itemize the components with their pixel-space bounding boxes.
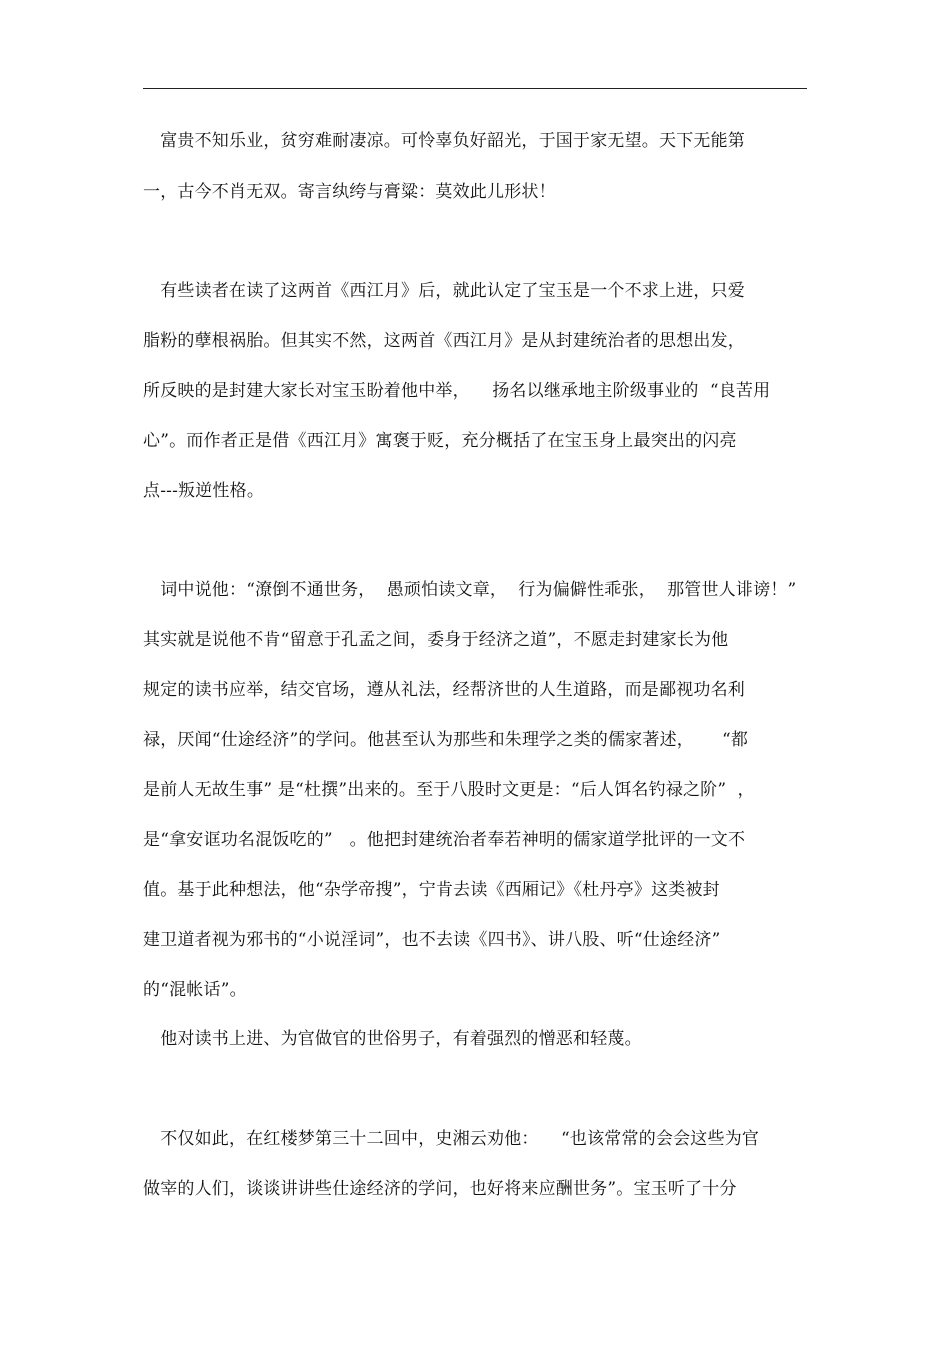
text-line: 规定的读书应举，结交官场，遵从礼法，经帮济世的人生道路，而是鄙视功名利 bbox=[143, 680, 745, 700]
text-line: 是前人无故生事” 是“杜撰”出来的。至于八股时文更是：“后人饵名钓禄之阶” ， bbox=[143, 780, 755, 800]
text-line: 禄，厌闻“仕途经济”的学问。他甚至认为那些和朱理学之类的儒家著述， “都 bbox=[143, 730, 749, 750]
text-line: 不仅如此，在红楼梦第三十二回中，史湘云劝他： “也该常常的会会这些为官 bbox=[143, 1129, 760, 1149]
text-line: 他对读书上进、为官做官的世俗男子，有着强烈的憎恶和轻蔑。 bbox=[143, 1029, 642, 1049]
text-line: 富贵不知乐业，贫穷难耐凄凉。可怜辜负好韶光，于国于家无望。天下无能第 bbox=[143, 131, 745, 151]
text-line: 做宰的人们，谈谈讲讲些仕途经济的学问，也好将来应酬世务”。宝玉听了十分 bbox=[143, 1179, 737, 1199]
text-line: 所反映的是封建大家长对宝玉盼着他中举， 扬名以继承地主阶级事业的 “良苦用 bbox=[143, 381, 771, 401]
text-line: 一，古今不肖无双。寄言纨绔与膏粱：莫效此儿形状！ bbox=[143, 182, 556, 202]
text-line: 心”。而作者正是借《西江月》寓褒于贬，充分概括了在宝玉身上最突出的闪亮 bbox=[143, 431, 737, 451]
text-line: 有些读者在读了这两首《西江月》后，就此认定了宝玉是一个不求上进，只爱 bbox=[143, 281, 745, 301]
text-line: 是“拿安诓功名混饭吃的” 。他把封建统治者奉若神明的儒家道学批评的一文不 bbox=[143, 830, 746, 850]
text-line: 其实就是说他不肯“留意于孔孟之间，委身于经济之道”，不愿走封建家长为他 bbox=[143, 630, 729, 650]
text-line: 脂粉的孽根祸胎。但其实不然，这两首《西江月》是从封建统治者的思想出发， bbox=[143, 331, 745, 351]
text-line: 点---叛逆性格。 bbox=[143, 481, 265, 501]
text-line: 词中说他：“潦倒不通世务， 愚顽怕读文章， 行为偏僻性乖张， 那管世人诽谤！” bbox=[143, 580, 797, 600]
text-line: 的“混帐话”。 bbox=[143, 980, 247, 1000]
text-line: 建卫道者视为邪书的“小说淫词”，也不去读《四书》、讲八股、听“仕途经济” bbox=[143, 930, 721, 950]
header-rule bbox=[143, 88, 807, 89]
text-line: 值。基于此种想法，他“杂学帝搜”，宁肯去读《西厢记》《杜丹亭》这类被封 bbox=[143, 880, 720, 900]
